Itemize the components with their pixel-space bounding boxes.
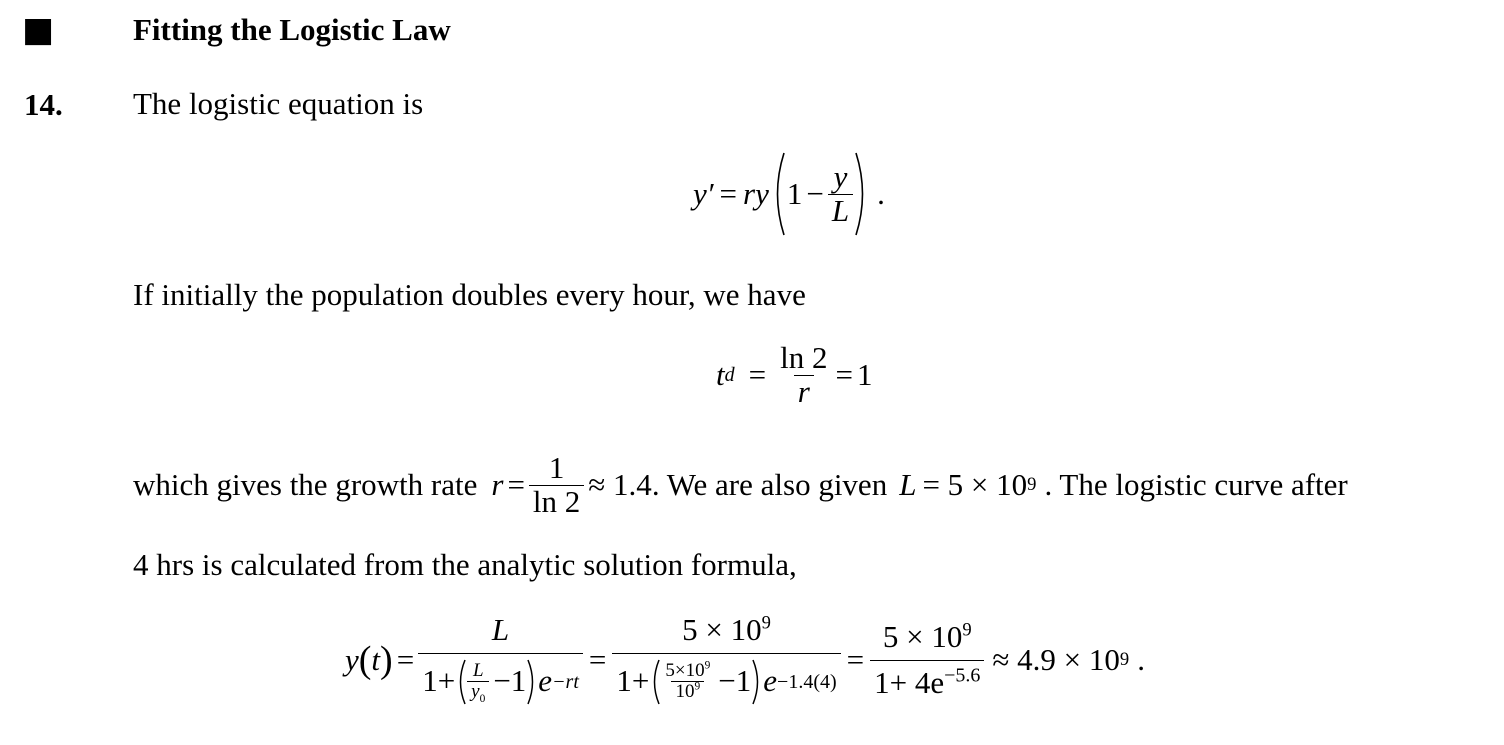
eq3-f2-lparen — [649, 658, 661, 706]
eq3-f3-num-exp: 9 — [962, 619, 972, 641]
eq3-f1-one: 1+ — [422, 663, 456, 699]
eq3-f2-num: 5 × 10 — [682, 612, 762, 648]
section-title: Fitting the Logistic Law — [133, 12, 451, 47]
eq1-y: y — [755, 176, 769, 211]
eq3-f1-num: L — [491, 612, 510, 648]
eq1-one: 1 — [786, 176, 803, 211]
eq3-f2-rparen — [751, 658, 763, 706]
eq2-equals2: = — [835, 357, 853, 392]
eq3-f2-num-wrap — [678, 614, 775, 653]
eq3-f2-inner-num-wrap — [661, 661, 714, 681]
eq3-f3-den: 1+ 4e — [874, 664, 945, 700]
problem-number: 14. — [24, 87, 63, 122]
hours-text: 4 hrs is calculated from the analytic solution formula, — [133, 547, 797, 582]
eq3-f1-inner-frac — [467, 660, 489, 706]
eq2-rhs: 1 — [856, 357, 873, 392]
eq3-rparen: ) — [380, 639, 393, 681]
eq2-fraction — [776, 339, 831, 409]
eq1-period: . — [877, 176, 885, 211]
growth-fraction — [529, 449, 584, 519]
growth-before: which gives the growth rate — [133, 467, 478, 502]
eq3-fraction-2 — [612, 614, 840, 706]
eq3-result: ≈ 4.9 × 10 — [992, 642, 1120, 677]
growth-middle: . We are also given — [651, 467, 888, 502]
eq3-f2-inner-den-wrap — [671, 681, 704, 702]
growth-num: 1 — [548, 449, 565, 485]
eq3-f1-inner-num: L — [472, 660, 484, 682]
growth-after: . The logistic curve after — [1044, 467, 1348, 502]
eq3-f2-den: 1+ $\frac{5\times 10^9}{10^9}$ −1 e −1.4(4) — [612, 653, 840, 706]
eq3-lparen: ( — [358, 639, 372, 681]
eq3-f3-num: 5 × 10 — [882, 618, 963, 654]
eq3-f3-num-wrap — [879, 618, 976, 660]
section-bullet: ■ — [22, 10, 55, 50]
eq3-f2-num-exp: 9 — [761, 612, 771, 634]
eq1-minus: − — [806, 176, 824, 211]
eq3-f1-e: e — [538, 663, 553, 699]
eq1-r: r — [743, 176, 756, 211]
eq3-f3-den-exp: −5.6 — [944, 664, 981, 687]
eq3-fraction-3 — [870, 618, 984, 700]
eq3-f3-den-wrap — [870, 660, 984, 700]
eq2-num: ln 2 — [780, 339, 828, 375]
growth-equals: = — [507, 467, 525, 502]
doubling-text: If initially the population doubles every hour, we have — [133, 277, 806, 312]
eq1-fraction — [828, 158, 853, 228]
eq3-equals3: = — [846, 642, 865, 677]
analytic-solution-equation: y ( t ) = L 1+ $\frac{L}{y_0}$ −1 e −rt = $5 \times 10^9$ 1+ $\frac{5\times 10^9}{10^9}$ −1 e −1.4(4) = $\frac{5 \times 10^9}{1+ 4e^{-5.6}}$ ≈ 4.9 × 10 9 . — [345, 612, 1145, 706]
eq3-f2-minus-one: −1 — [718, 663, 752, 699]
eq3-lhs-y: y — [345, 642, 359, 677]
growth-L-eq: = 5 × 10 — [922, 467, 1028, 502]
logistic-equation — [693, 150, 885, 238]
eq3-f1-den: 1+ $\frac{L}{y_0}$ −1 e −rt — [418, 653, 583, 706]
eq3-f2-inner-num: 5×10 — [665, 660, 705, 682]
eq3-equals: = — [396, 642, 415, 677]
eq3-f1-minus-one: −1 — [493, 663, 527, 699]
eq1-lhs: y′ — [693, 176, 714, 211]
eq3-f2-e: e — [763, 663, 778, 699]
growth-rate-line: which gives the growth rate r = $\frac{1}{\ln 2}$ ≈ 1.4 . We are also given L = 5 × 10 9 . The logistic curve after — [133, 449, 1348, 519]
doubling-time-equation: t d = $\frac{\ln 2}{r}$ = 1 — [716, 339, 873, 409]
growth-den: ln 2 — [529, 485, 584, 519]
eq3-equals2: = — [588, 642, 607, 677]
growth-L: L — [899, 467, 917, 502]
eq1-den: L — [828, 194, 853, 228]
eq3-f2-one: 1+ — [616, 663, 650, 699]
eq2-equals: = — [748, 357, 767, 392]
eq1-left-paren — [769, 151, 787, 237]
eq2-t: t — [716, 357, 725, 392]
growth-r: r — [491, 467, 504, 502]
eq3-f2-inner-den: 10 — [675, 681, 695, 703]
eq1-num: y — [833, 158, 848, 194]
eq3-f1-inner-den-wrap — [467, 681, 489, 706]
eq3-f2-inner-num-exp: 9 — [704, 660, 711, 672]
growth-approx: ≈ 1.4 — [588, 467, 652, 502]
eq3-period: . — [1137, 642, 1145, 677]
eq3-f1-lparen — [455, 658, 467, 706]
eq1-equals: = — [719, 176, 738, 211]
eq3-f2-inner-den-exp: 9 — [694, 680, 701, 693]
eq2-den: r — [794, 375, 814, 409]
eq3-lhs-t: t — [371, 642, 381, 677]
eq3-f2-inner-frac — [661, 661, 714, 702]
eq3-fraction-1 — [418, 614, 583, 706]
intro-text: The logistic equation is — [133, 86, 424, 121]
eq3-f1-inner-den: y — [471, 681, 480, 703]
eq1-right-paren — [853, 151, 871, 237]
eq3-f1-inner-sub: 0 — [479, 693, 486, 706]
eq3-f1-rparen — [526, 658, 538, 706]
